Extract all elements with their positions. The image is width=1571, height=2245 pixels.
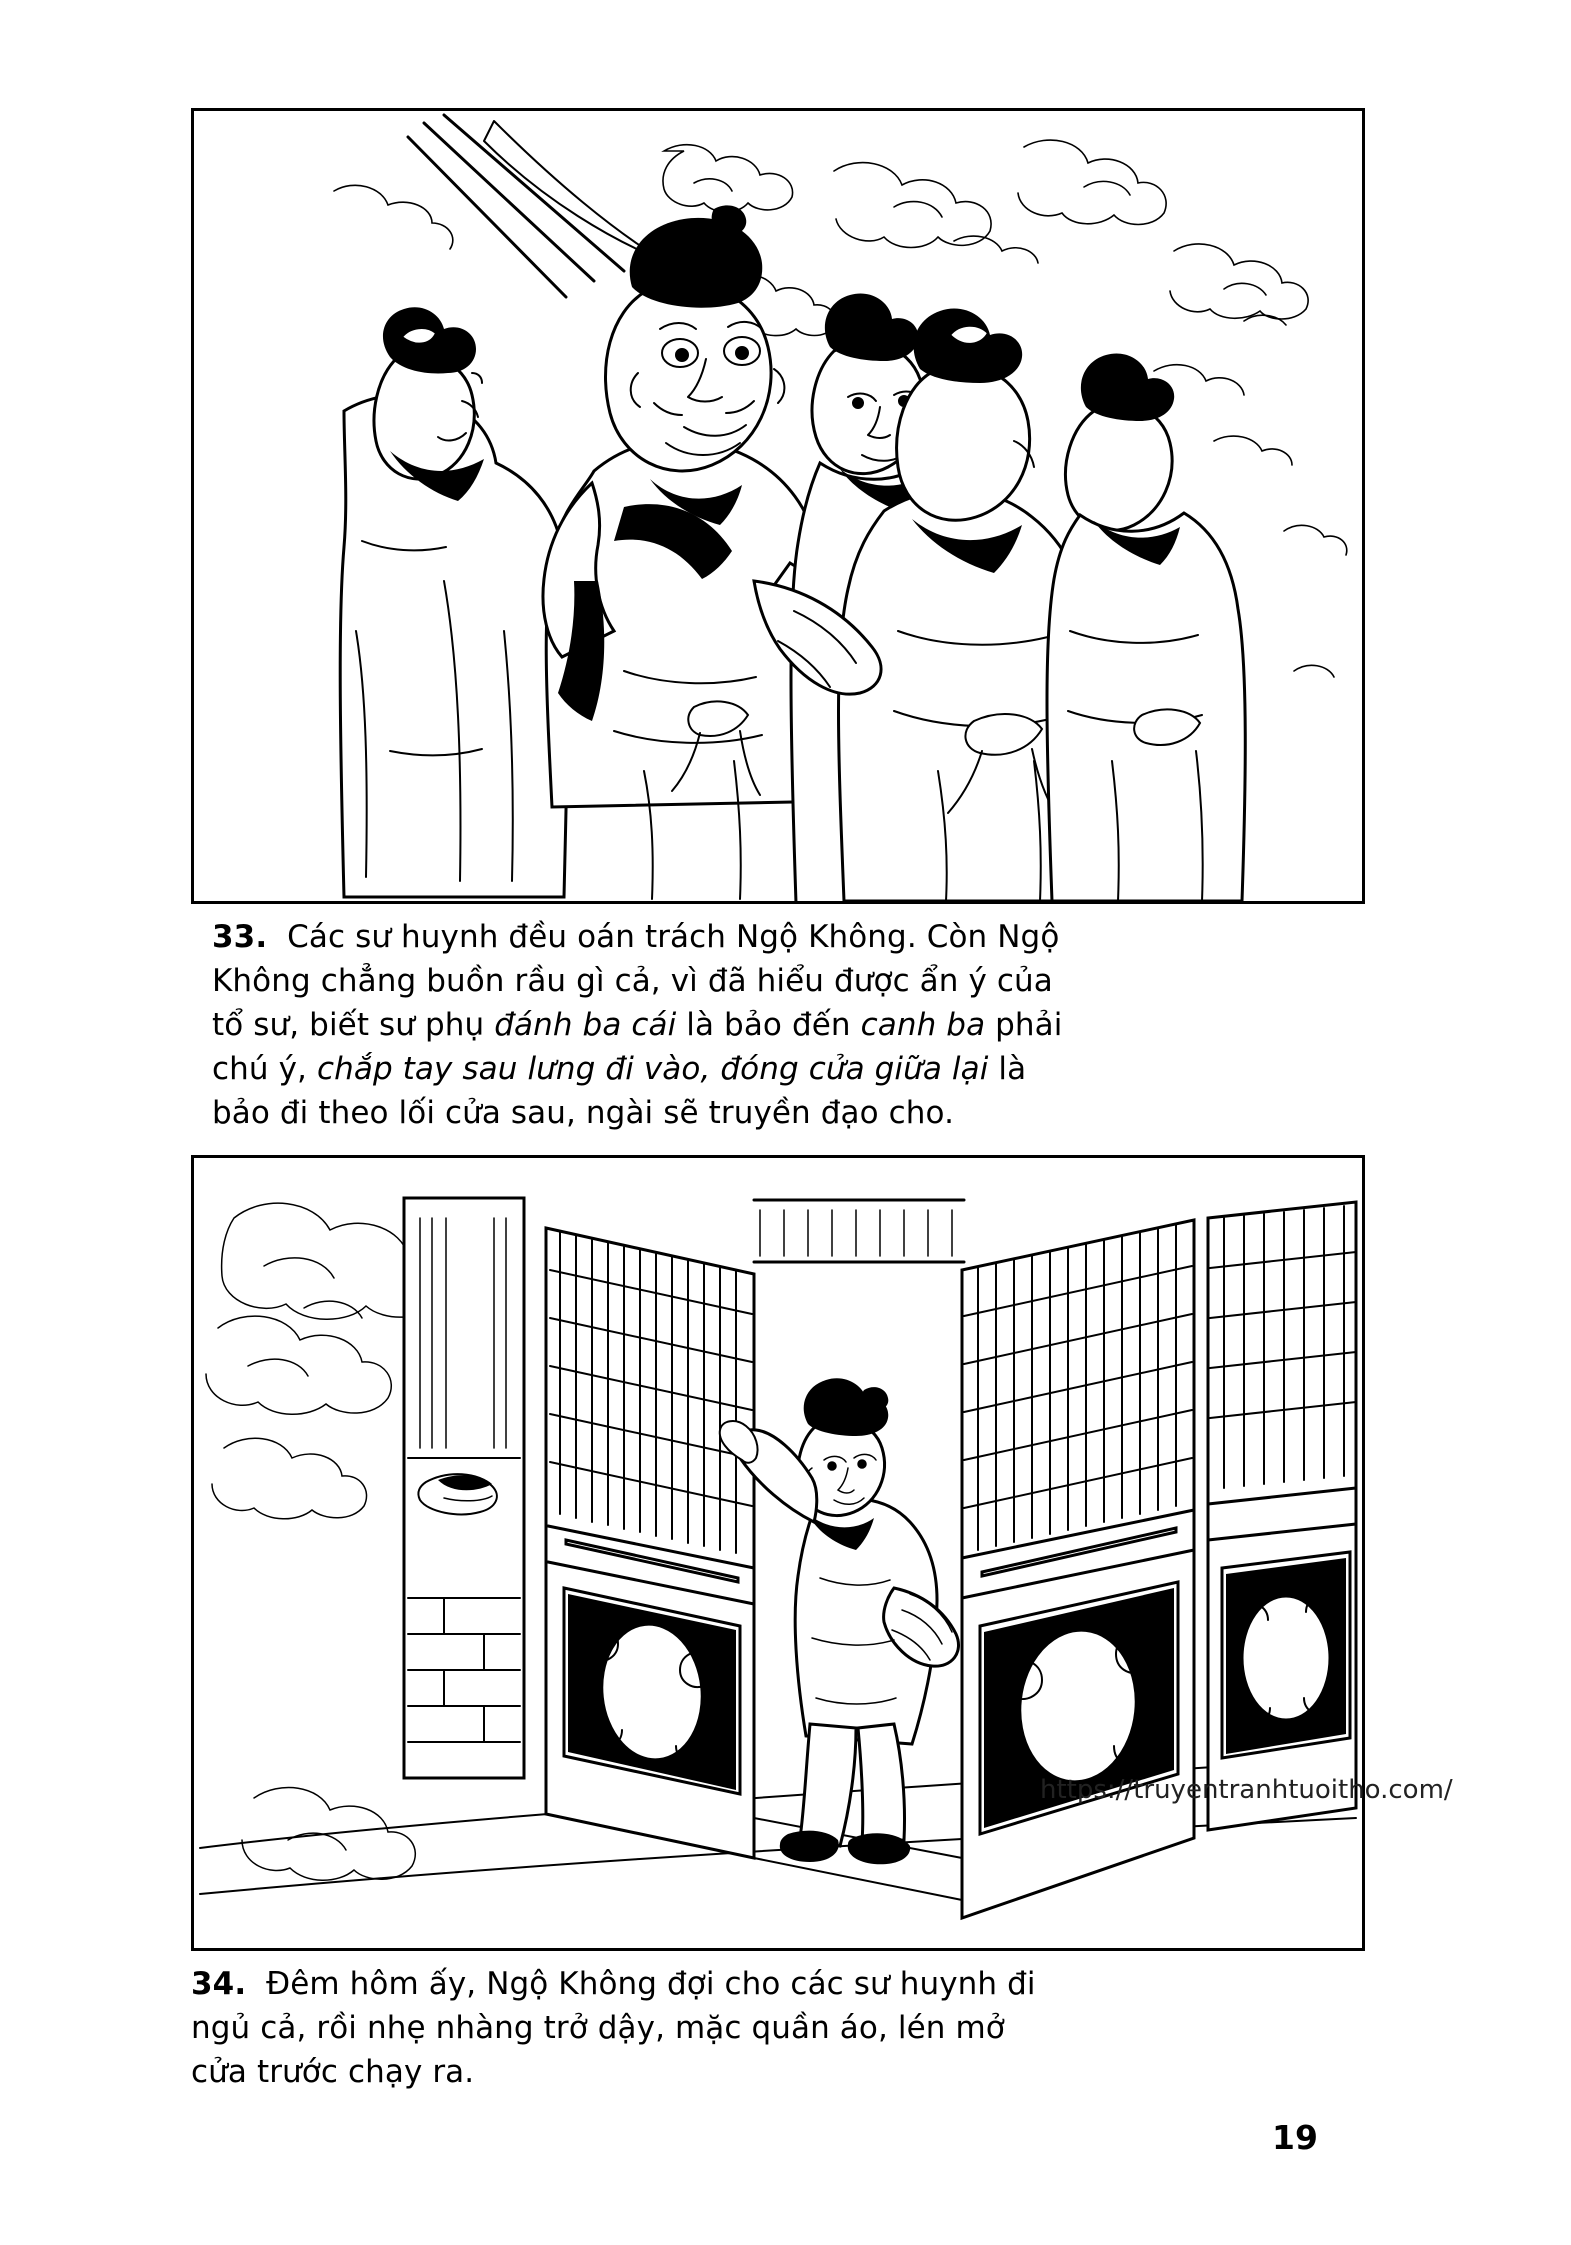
caption-34-line1: Đêm hôm ấy, Ngộ Không đợi cho các sư huynh đi (266, 1966, 1036, 2002)
caption-33-number: 33. (212, 919, 268, 955)
watermark-url: https://truyentranhtuoitho.com/ (1040, 1775, 1453, 1805)
caption-34 (191, 1962, 1341, 2094)
caption-33-line3c: phải (985, 1007, 1063, 1044)
caption-33 (212, 915, 1362, 1135)
caption-33-line2: Không chẳng buồn rầu gì cả, vì đã hiểu được ẩn ý của (212, 963, 1053, 1000)
caption-34-number: 34. (191, 1966, 247, 2002)
caption-33-line4b: là (988, 1051, 1027, 1088)
caption-33-line3-italic2: canh ba (860, 1007, 986, 1044)
caption-34-line2: ngủ cả, rồi nhẹ nhàng trở dậy, mặc quần áo, lén mở (191, 2010, 1005, 2047)
caption-33-line3-italic1: đánh ba cái (494, 1007, 677, 1044)
caption-33-line4-italic: chắp tay sau lưng đi vào, đóng cửa giữa lại (316, 1051, 989, 1088)
page-number: 19 (1272, 2118, 1318, 2157)
panel-34-artwork (194, 1158, 1362, 1948)
caption-33-line3a: tổ sư, biết sư phụ (212, 1007, 495, 1044)
panel-33-artwork (194, 111, 1362, 901)
caption-33-line1: Các sư huynh đều oán trách Ngộ Không. Còn Ngộ (287, 919, 1060, 955)
comic-panel-34 (191, 1155, 1365, 1951)
comic-panel-33 (191, 108, 1365, 904)
caption-33-line3b: là bảo đến (676, 1007, 861, 1044)
caption-33-line4a: chú ý, (212, 1051, 317, 1088)
caption-33-line5: bảo đi theo lối cửa sau, ngài sẽ truyền đạo cho. (212, 1095, 955, 1132)
caption-34-line3: cửa trước chạy ra. (191, 2054, 475, 2091)
